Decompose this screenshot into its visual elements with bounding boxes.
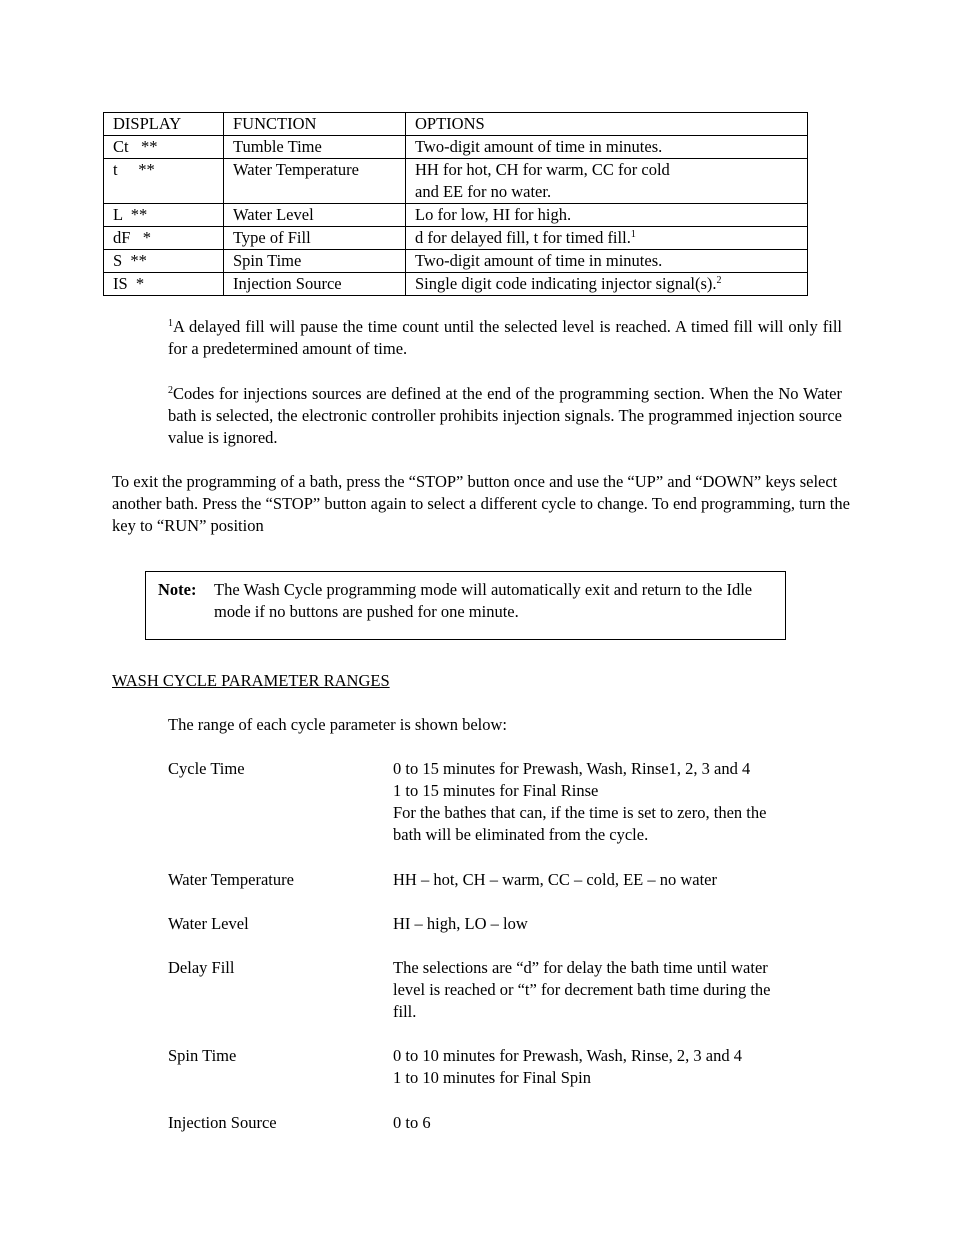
- range-label: Delay Fill: [168, 958, 235, 977]
- footnote-text: A delayed fill will pause the time count until the selected level is reached. A timed fill will only fill for a predetermined amount of time.: [168, 317, 842, 358]
- table-row: [104, 250, 808, 273]
- exit-instructions-paragraph: To exit the programming of a bath, press the “STOP” button once and use the “UP” and “DOWN” keys select another bath. Press the “STOP” button again to select a different cycle to change. To end programming, turn the key to “RUN” position: [112, 472, 850, 535]
- display-function-table: [103, 112, 808, 296]
- options-text: Single digit code indicating injector signal(s).: [415, 274, 717, 293]
- range-value: [393, 1045, 833, 1089]
- function-cell: Injection Source: [224, 273, 406, 296]
- note-label: Note:: [158, 580, 197, 599]
- display-cell: IS *: [104, 273, 224, 296]
- range-line: bath will be eliminated from the cycle.: [393, 825, 649, 844]
- footnote-ref: 1: [630, 229, 636, 240]
- display-cell: Ct **: [104, 136, 224, 159]
- footnote-ref: 2: [716, 275, 722, 286]
- range-label: Injection Source: [168, 1113, 277, 1132]
- range-value: [393, 869, 833, 891]
- footnote-text: Codes for injections sources are defined at the end of the programming section. When the No Water bath is selected, the electronic controller prohibits injection signals. The programmed injection source value is ignored.: [168, 384, 842, 447]
- column-header-display: DISPLAY: [104, 113, 224, 136]
- display-cell: dF *: [104, 227, 224, 250]
- range-line: level is reached or “t” for decrement bath time during the: [393, 980, 771, 999]
- range-line: HH – hot, CH – warm, CC – cold, EE – no water: [393, 870, 717, 889]
- function-cell: Tumble Time: [224, 136, 406, 159]
- table-row: [104, 204, 808, 227]
- display-cell: S **: [104, 250, 224, 273]
- options-cell: [406, 159, 808, 204]
- range-line: The selections are “d” for delay the bath time until water: [393, 958, 768, 977]
- display-cell: t **: [104, 159, 224, 204]
- options-cell: Two-digit amount of time in minutes.: [406, 250, 808, 273]
- table-row: [104, 273, 808, 296]
- range-label: Water Temperature: [168, 870, 294, 889]
- table-header-row: [104, 113, 808, 136]
- range-line: 0 to 15 minutes for Prewash, Wash, Rinse1, 2, 3 and 4: [393, 759, 751, 778]
- function-cell: Water Level: [224, 204, 406, 227]
- range-label: Cycle Time: [168, 759, 245, 778]
- column-header-options: OPTIONS: [406, 113, 808, 136]
- range-value: [393, 758, 833, 846]
- options-cell: [406, 227, 808, 250]
- range-value: [393, 913, 833, 935]
- range-value: [393, 1112, 833, 1134]
- range-line: 0 to 10 minutes for Prewash, Wash, Rinse, 2, 3 and 4: [393, 1046, 742, 1065]
- range-line: 0 to 6: [393, 1113, 431, 1132]
- range-line: HI – high, LO – low: [393, 914, 528, 933]
- range-label: Spin Time: [168, 1046, 237, 1065]
- footnote-mark: 1: [168, 318, 173, 329]
- function-cell: Type of Fill: [224, 227, 406, 250]
- note-text: The Wash Cycle programming mode will automatically exit and return to the Idle mode if no buttons are pushed for one minute.: [214, 580, 753, 621]
- display-cell: L **: [104, 204, 224, 227]
- intro-text: The range of each cycle parameter is shown below:: [168, 715, 508, 734]
- options-text: d for delayed fill, t for timed fill.: [415, 228, 631, 247]
- section-title: WASH CYCLE PARAMETER RANGES: [112, 671, 390, 690]
- note-box: [145, 571, 786, 640]
- table-row: [104, 136, 808, 159]
- table-row: [104, 159, 808, 204]
- footnote-1: [168, 316, 842, 360]
- options-cell: Two-digit amount of time in minutes.: [406, 136, 808, 159]
- footnote-mark: 2: [168, 385, 173, 396]
- options-line: and EE for no water.: [415, 182, 552, 201]
- range-value: [393, 957, 833, 1023]
- options-line: HH for hot, CH for warm, CC for cold: [415, 160, 670, 179]
- function-cell: Water Temperature: [224, 159, 406, 204]
- range-line: fill.: [393, 1002, 417, 1021]
- footnote-2: [168, 383, 842, 449]
- range-line: 1 to 15 minutes for Final Rinse: [393, 781, 599, 800]
- function-cell: Spin Time: [224, 250, 406, 273]
- column-header-function: FUNCTION: [224, 113, 406, 136]
- range-line: For the bathes that can, if the time is set to zero, then the: [393, 803, 767, 822]
- range-line: 1 to 10 minutes for Final Spin: [393, 1068, 591, 1087]
- options-cell: [406, 273, 808, 296]
- range-label: Water Level: [168, 914, 249, 933]
- options-cell: Lo for low, HI for high.: [406, 204, 808, 227]
- table-row: [104, 227, 808, 250]
